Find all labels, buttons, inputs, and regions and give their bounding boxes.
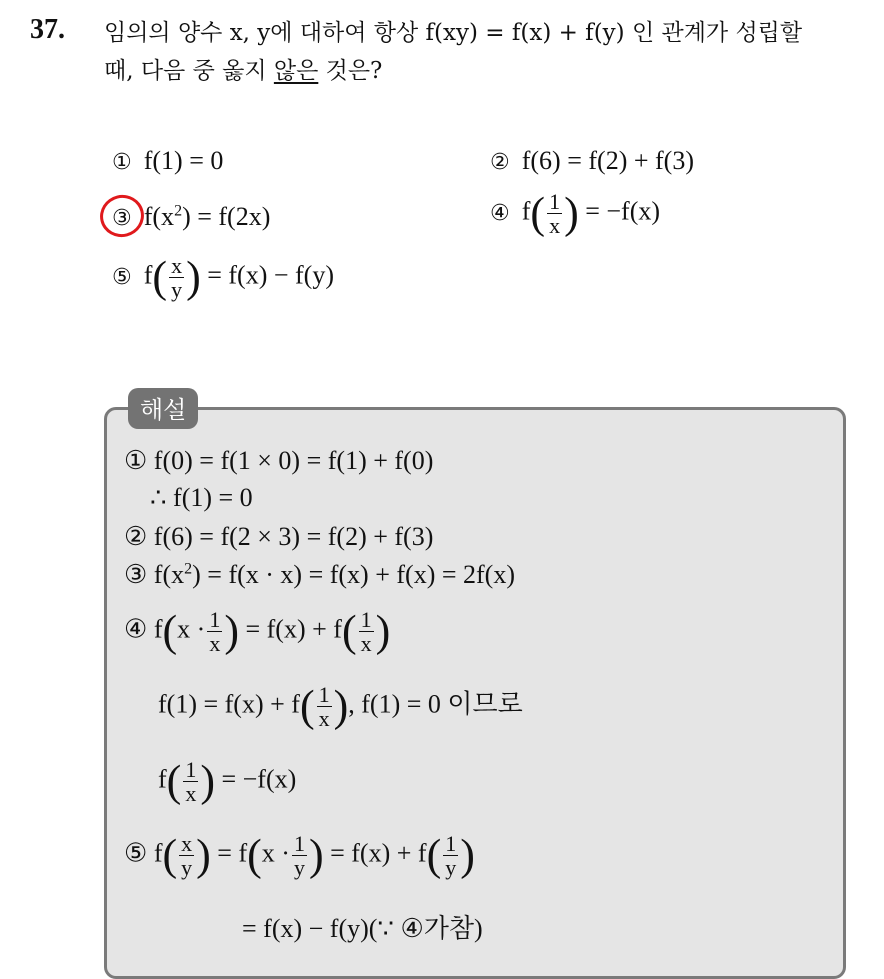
choice-4[interactable]: ④ f( $\frac{1}{x}$ ) = −f(x) [490,188,661,239]
solution-line-4: ③ $f(x^2) = f(x \cdot x) = f(x) + f(x) = 2f(x)$ [124,560,515,589]
solution-line-8: ⑤ f( $\frac{x}{y}$ ) = f(x · $\frac{1}{y}$ ) = f(x) + f( $\frac{1}{y}$ ) [124,830,475,881]
question-text [104,14,874,90]
choice-5[interactable]: ⑤ f( $\frac{x}{y}$ ) = f(x) − f(y) [112,252,334,303]
solution-line-7: f( $\frac{1}{x}$ ) = −f(x) [158,756,297,807]
solution-line-5: ④ f(x · $\frac{1}{x}$ ) = f(x) + f( $\frac{1}{x}$ ) [124,606,391,657]
choice-1[interactable]: ① f(1) = 0 [112,146,224,175]
question-line-2: 때, 다음 중 옳지 않은 것은? [104,58,383,84]
solution-line-6: f(1) = f(x) + f( $\frac{1}{x}$ ), f(1) = 0 이므로 [158,681,523,732]
fraction: $\frac{x}{y}$ [171,253,183,303]
fraction: $\frac{1}{x}$ [549,189,561,239]
solution-badge: 해설 [128,388,198,429]
question-number: 37. [30,14,65,45]
underlined-not: 않은 [273,58,319,84]
solution-line-1: ① f(0) = f(1 × 0) = f(1) + f(0) [124,446,434,475]
question-line-1: 임의의 양수 x, y에 대하여 항상 f(xy) = f(x) + f(y) 인 관계가 성립할 [104,20,803,46]
solution-line-3: ② f(6) = f(2 × 3) = f(2) + f(3) [124,522,434,551]
choice-2[interactable]: ② f(6) = f(2) + f(3) [490,146,694,175]
choice-3[interactable]: ③ $f(x^2) = f(2x)$ [112,202,271,231]
solution-line-2: ∴ f(1) = 0 [150,483,253,512]
solution-line-9: = f(x) − f(y)(∵ ④가참) [242,914,483,943]
red-answer-circle [96,190,149,241]
